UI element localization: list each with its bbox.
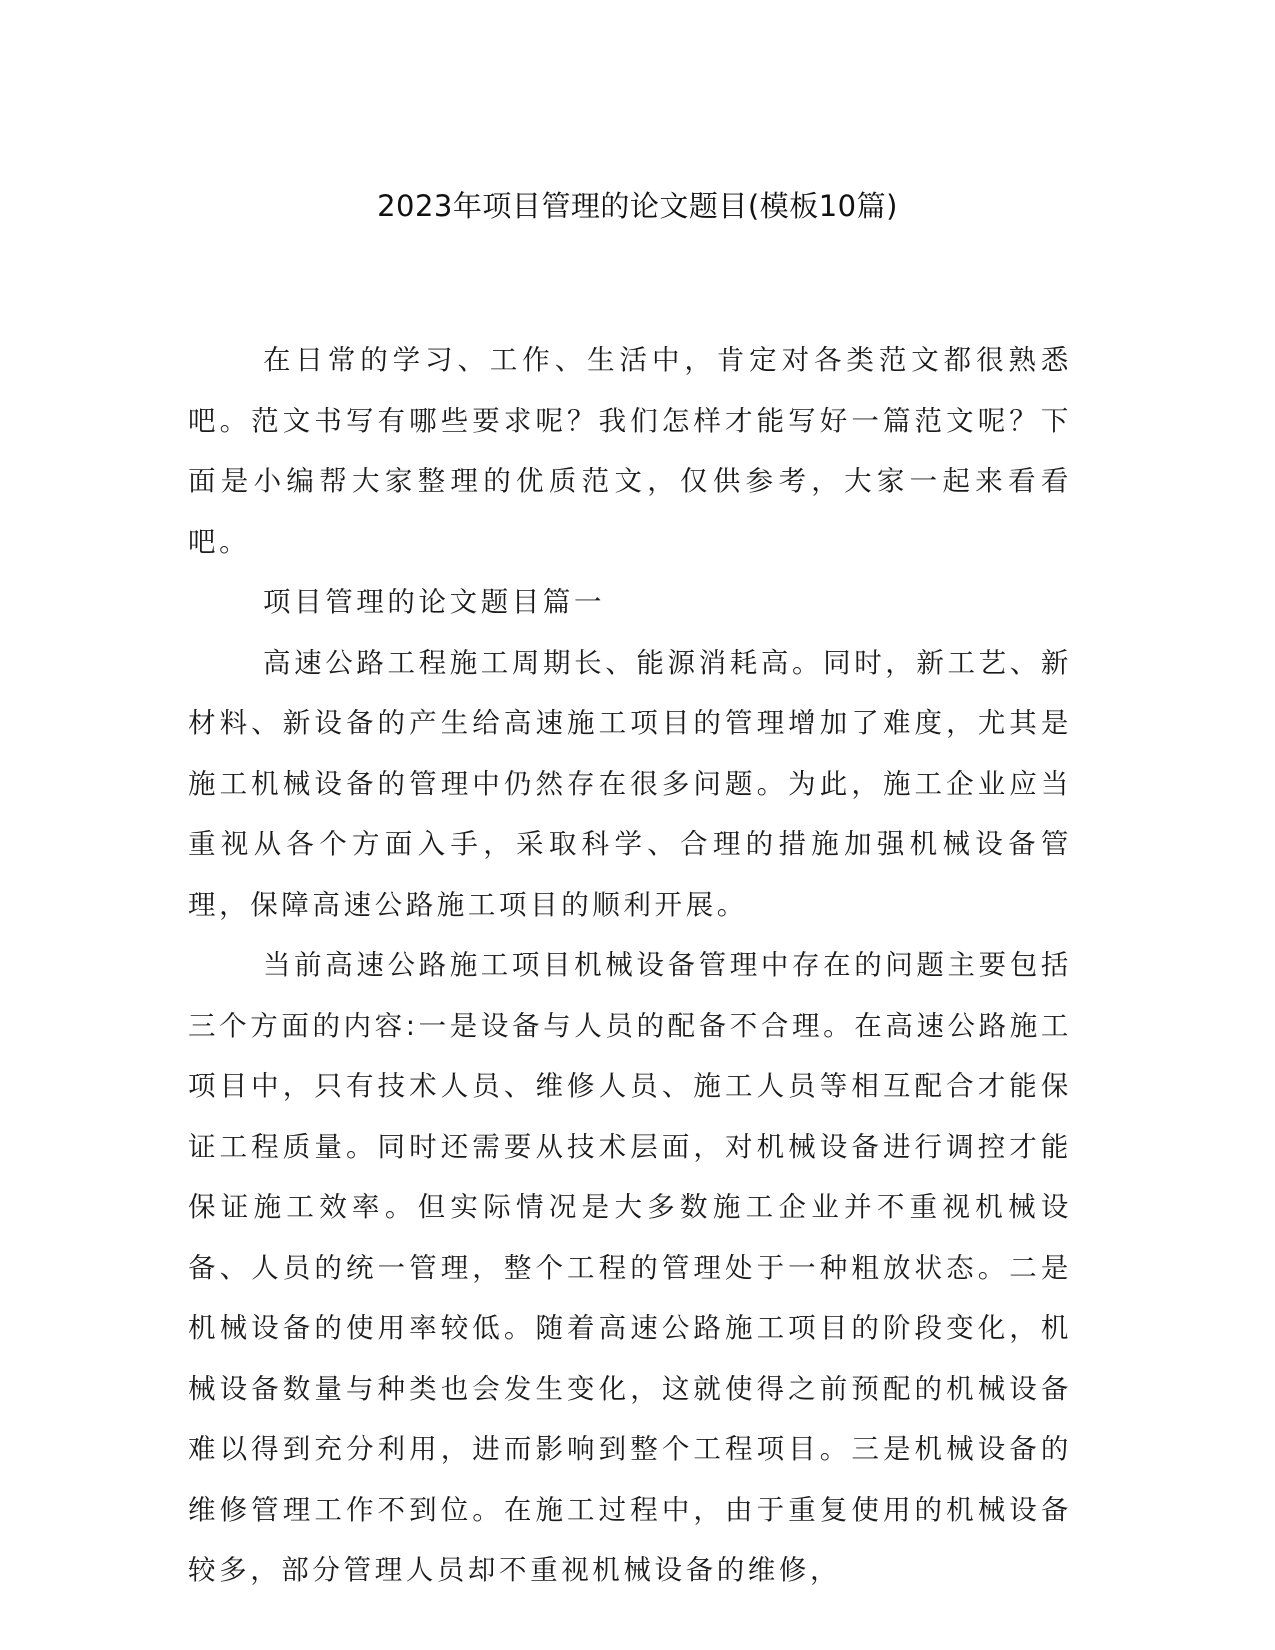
body-paragraph: 高速公路工程施工周期长、能源消耗高。同时，新工艺、新材料、新设备的产生给高速施工项目的管理增加了难度，尤其是施工机械设备的管理中仍然存在很多问题。为此，施工企业应当重视从各个方面入手，采取科学、合理的措施加强机械设备管理，保障高速公路施工项目的顺利开展。 bbox=[188, 646, 1072, 921]
document-title: 2023年项目管理的论文题目(模板10篇) bbox=[377, 189, 898, 223]
document-body bbox=[188, 330, 1072, 1601]
section-heading: 项目管理的论文题目篇一 bbox=[263, 586, 606, 618]
intro-paragraph: 在日常的学习、工作、生活中，肯定对各类范文都很熟悉吧。范文书写有哪些要求呢？我们怎样才能写好一篇范文呢？下面是小编帮大家整理的优质范文，仅供参考，大家一起来看看吧。 bbox=[188, 344, 1072, 558]
body-paragraph: 当前高速公路施工项目机械设备管理中存在的问题主要包括三个方面的内容:一是设备与人员的配备不合理。在高速公路施工项目中，只有技术人员、维修人员、施工人员等相互配合才能保证工程质量。同时还需要从技术层面，对机械设备进行调控才能保证施工效率。但实际情况是大多数施工企业并不重视机械设备、人员的统一管理，整个工程的管理处于一种粗放状态。二是机械设备的使用率较低。随着高速公路施工项目的阶段变化，机械设备数量与种类也会发生变化，这就使得之前预配的机械设备难以得到充分利用，进而影响到整个工程项目。三是机械设备的维修管理工作不到位。在施工过程中，由于重复使用的机械设备较多，部分管理人员却不重视机械设备的维修， bbox=[188, 949, 1072, 1586]
